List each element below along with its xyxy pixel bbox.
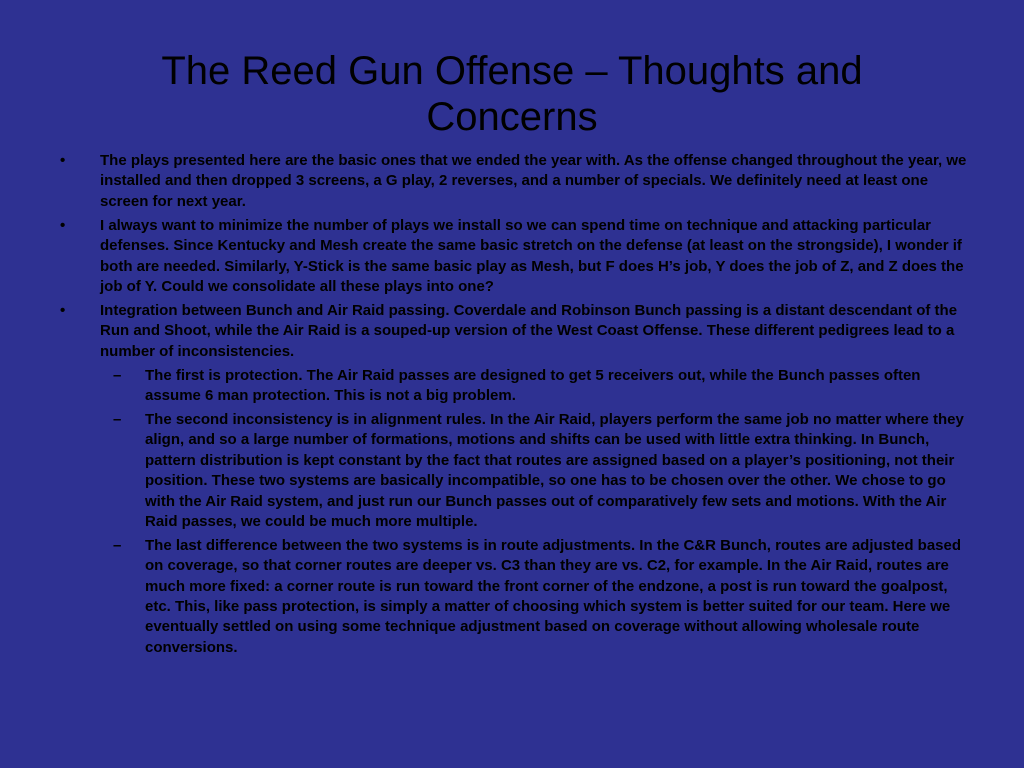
sub-bullet-item	[50, 366, 970, 407]
sub-bullet-text: The last difference between the two systems is in route adjustments. In the C&R Bunch, routes are adjusted based on coverage, so that corner routes are deeper vs. C3 than they are vs. C2, for example. In the Air Raid, routes are much more fixed: a corner route is run toward the front corner of the endzone, a post is run toward the goalpost, etc. This, like pass protection, is simply a matter of choosing which system is better suited for our team. Here we eventually settled on using some technique adjustment based on coverage without allowing wholesale route conversions.	[145, 536, 962, 656]
sub-bullet-marker: –	[113, 410, 122, 428]
sub-bullet-marker: –	[113, 366, 122, 384]
sub-bullet-text: The second inconsistency is in alignment rules. In the Air Raid, players perform the same job no matter where they align, and so a large number of formations, motions and shifts can be used with little extra thinking. In Bunch, pattern distribution is kept constant by the fact that routes are assigned based on a player’s positioning, not their position. These two systems are basically incompatible, so one has to be chosen over the other. We chose to go with the Air Raid system, and just run our Bunch passes out of comparatively few sets and motions. With the Air Raid passes, we could be much more multiple.	[145, 410, 964, 530]
bullet-marker: •	[60, 301, 66, 319]
slide-body	[50, 151, 970, 662]
sub-bullet-item	[50, 536, 970, 658]
slide-title: The Reed Gun Offense – Thoughts and Concerns	[161, 49, 863, 139]
bullet-marker: •	[60, 216, 66, 234]
sub-bullet-marker: –	[113, 536, 122, 554]
sub-bullet-item	[50, 410, 970, 532]
sub-bullet-text: The first is protection. The Air Raid passes are designed to get 5 receivers out, while the Bunch passes often assume 6 man protection. This is not a big problem.	[145, 366, 921, 404]
bullet-item	[50, 301, 970, 362]
bullet-text: The plays presented here are the basic ones that we ended the year with. As the offense changed throughout the year, we installed and then dropped 3 screens, a G play, 2 reverses, and a number of specials. We definitely need at least one screen for next year.	[100, 152, 967, 210]
bullet-text: Integration between Bunch and Air Raid passing. Coverdale and Robinson Bunch passing is a distant descendant of the Run and Shoot, while the Air Raid is a souped-up version of the West Coast Offense. These different pedigrees lead to a number of inconsistencies.	[100, 301, 958, 360]
bullet-item	[50, 151, 970, 212]
bullet-item	[50, 216, 970, 298]
bullet-text: I always want to minimize the number of plays we install so we can spend time on technique and attacking particular defenses. Since Kentucky and Mesh create the same basic stretch on the defense (at least on the strongside), I wonder if both are needed. Similarly, Y-Stick is the same basic play as Mesh, but F does H’s job, Y does the job of Z, and Z does the job of Y. Could we consolidate all these plays into one?	[100, 216, 964, 295]
bullet-marker: •	[60, 152, 66, 169]
